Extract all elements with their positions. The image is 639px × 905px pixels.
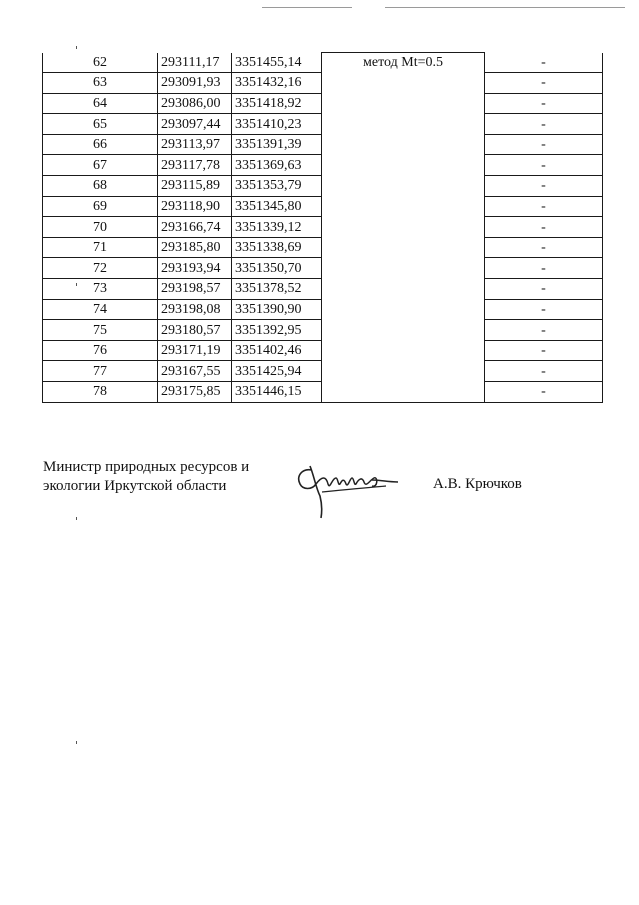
- signer-name: А.В. Крючков: [433, 476, 522, 492]
- point-number-cell: 69: [43, 196, 158, 217]
- y-coordinate-cell: 3351338,69: [232, 237, 322, 258]
- table-row: [43, 155, 603, 176]
- method-cell: [322, 320, 485, 341]
- status-cell: -: [485, 279, 603, 300]
- point-number-cell: 73: [43, 279, 158, 300]
- table-row: [43, 176, 603, 197]
- y-coordinate-cell: 3351446,15: [232, 382, 322, 403]
- method-cell: [322, 382, 485, 403]
- status-cell: -: [485, 361, 603, 382]
- method-cell: [322, 299, 485, 320]
- x-coordinate-cell: 293198,08: [158, 299, 232, 320]
- point-number-cell: 71: [43, 237, 158, 258]
- status-cell: -: [485, 299, 603, 320]
- point-number-cell: 72: [43, 258, 158, 279]
- status-cell: -: [485, 217, 603, 238]
- scan-speck: [76, 46, 77, 49]
- status-cell: -: [485, 237, 603, 258]
- table-row: [43, 340, 603, 361]
- table-row: [43, 299, 603, 320]
- y-coordinate-cell: 3351345,80: [232, 196, 322, 217]
- x-coordinate-cell: 293118,90: [158, 196, 232, 217]
- method-cell: [322, 155, 485, 176]
- y-coordinate-cell: 3351432,16: [232, 73, 322, 94]
- status-cell: -: [485, 340, 603, 361]
- method-cell: [322, 237, 485, 258]
- point-number-cell: 76: [43, 340, 158, 361]
- table-row: [43, 279, 603, 300]
- y-coordinate-cell: 3351378,52: [232, 279, 322, 300]
- status-cell: -: [485, 73, 603, 94]
- coordinates-table: [42, 52, 603, 403]
- point-number-cell: 65: [43, 114, 158, 135]
- table-row: [43, 382, 603, 403]
- x-coordinate-cell: 293193,94: [158, 258, 232, 279]
- table-row: [43, 320, 603, 341]
- status-cell: -: [485, 114, 603, 135]
- y-coordinate-cell: 3351418,92: [232, 93, 322, 114]
- scan-speck: [76, 741, 77, 744]
- y-coordinate-cell: 3351339,12: [232, 217, 322, 238]
- method-cell: [322, 361, 485, 382]
- table-row: [43, 258, 603, 279]
- signatory-title-line-2: экологии Иркутской области: [43, 478, 227, 494]
- x-coordinate-cell: 293166,74: [158, 217, 232, 238]
- table-row: [43, 361, 603, 382]
- method-cell: [322, 340, 485, 361]
- point-number-cell: 66: [43, 134, 158, 155]
- x-coordinate-cell: 293115,89: [158, 176, 232, 197]
- handwritten-signature-icon: [292, 462, 402, 520]
- method-cell: метод Mt=0.5: [322, 53, 485, 73]
- x-coordinate-cell: 293171,19: [158, 340, 232, 361]
- y-coordinate-cell: 3351455,14: [232, 53, 322, 73]
- table-row: [43, 217, 603, 238]
- x-coordinate-cell: 293111,17: [158, 53, 232, 73]
- coordinates-table-body: [43, 53, 603, 403]
- scan-speck: [76, 517, 77, 520]
- signatory-title: [43, 458, 249, 496]
- point-number-cell: 75: [43, 320, 158, 341]
- y-coordinate-cell: 3351369,63: [232, 155, 322, 176]
- status-cell: -: [485, 176, 603, 197]
- x-coordinate-cell: 293091,93: [158, 73, 232, 94]
- point-number-cell: 64: [43, 93, 158, 114]
- table-row: [43, 237, 603, 258]
- top-rule-right: [385, 7, 625, 8]
- method-cell: [322, 217, 485, 238]
- y-coordinate-cell: 3351390,90: [232, 299, 322, 320]
- x-coordinate-cell: 293167,55: [158, 361, 232, 382]
- point-number-cell: 68: [43, 176, 158, 197]
- status-cell: -: [485, 53, 603, 73]
- table-row: [43, 134, 603, 155]
- table-row: [43, 53, 603, 73]
- signatory-title-line-1: Министр природных ресурсов и: [43, 459, 250, 475]
- point-number-cell: 70: [43, 217, 158, 238]
- table-row: [43, 93, 603, 114]
- x-coordinate-cell: 293180,57: [158, 320, 232, 341]
- x-coordinate-cell: 293185,80: [158, 237, 232, 258]
- table-row: [43, 114, 603, 135]
- x-coordinate-cell: 293086,00: [158, 93, 232, 114]
- x-coordinate-cell: 293198,57: [158, 279, 232, 300]
- x-coordinate-cell: 293113,97: [158, 134, 232, 155]
- y-coordinate-cell: 3351410,23: [232, 114, 322, 135]
- status-cell: -: [485, 382, 603, 403]
- point-number-cell: 78: [43, 382, 158, 403]
- status-cell: -: [485, 258, 603, 279]
- table-row: [43, 196, 603, 217]
- x-coordinate-cell: 293175,85: [158, 382, 232, 403]
- scan-speck: [76, 283, 77, 286]
- top-rule-left: [262, 7, 352, 8]
- y-coordinate-cell: 3351392,95: [232, 320, 322, 341]
- method-cell: [322, 196, 485, 217]
- table-row: [43, 73, 603, 94]
- method-cell: [322, 176, 485, 197]
- method-cell: [322, 73, 485, 94]
- status-cell: -: [485, 134, 603, 155]
- y-coordinate-cell: 3351391,39: [232, 134, 322, 155]
- method-cell: [322, 279, 485, 300]
- point-number-cell: 67: [43, 155, 158, 176]
- point-number-cell: 74: [43, 299, 158, 320]
- y-coordinate-cell: 3351350,70: [232, 258, 322, 279]
- y-coordinate-cell: 3351353,79: [232, 176, 322, 197]
- status-cell: -: [485, 155, 603, 176]
- x-coordinate-cell: 293097,44: [158, 114, 232, 135]
- point-number-cell: 62: [43, 53, 158, 73]
- method-cell: [322, 134, 485, 155]
- y-coordinate-cell: 3351402,46: [232, 340, 322, 361]
- point-number-cell: 77: [43, 361, 158, 382]
- y-coordinate-cell: 3351425,94: [232, 361, 322, 382]
- method-cell: [322, 114, 485, 135]
- status-cell: -: [485, 320, 603, 341]
- method-cell: [322, 258, 485, 279]
- method-cell: [322, 93, 485, 114]
- x-coordinate-cell: 293117,78: [158, 155, 232, 176]
- point-number-cell: 63: [43, 73, 158, 94]
- status-cell: -: [485, 196, 603, 217]
- status-cell: -: [485, 93, 603, 114]
